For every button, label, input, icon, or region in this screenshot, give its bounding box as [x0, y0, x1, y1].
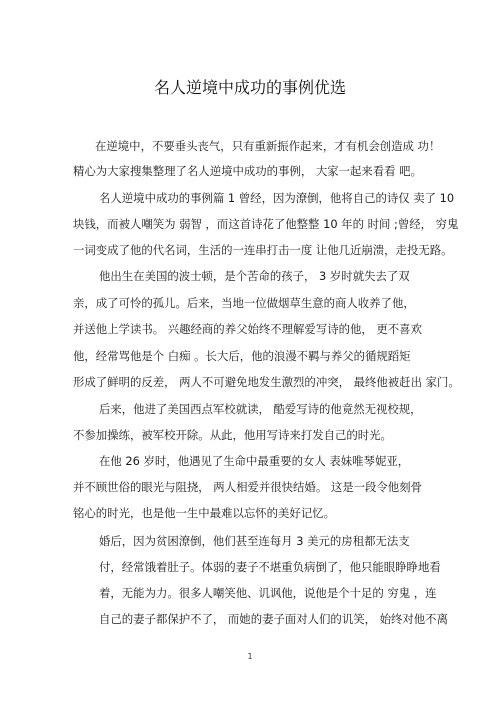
- text-line: 形成了鲜明的反差， 两人不可避免地发生激烈的冲突， 最终他被赶出 家门。: [73, 375, 460, 389]
- text-line: 铭心的时光，也是他一生中最难以忘怀的美好记忆。: [73, 506, 335, 520]
- text-line: 块钱，而被人嘲笑为 弱智 ，而这首诗花了他整整 10 年的 时间 ;曾经， 穷鬼: [73, 217, 459, 231]
- text-line: 后来，他进了美国西点军校就读， 酷爱写诗的他竟然无视校规，: [99, 402, 422, 416]
- text-line: 婚后，因为贫困潦倒，他们甚至连每月 3 美元的房租都无法支: [99, 534, 410, 548]
- text-line: 名人逆境中成功的事例篇 1 曾经，因为潦倒，他将自己的诗仅 卖了 10: [99, 191, 455, 205]
- text-line: 并送他上学读书。 兴趣经商的养父始终不理解爱写诗的他， 更不喜欢: [73, 322, 422, 336]
- page-number: 1: [247, 652, 253, 661]
- text-line: 亲，成了可怜的孤儿。后来，当地一位做烟草生意的商人收养了他，: [73, 296, 415, 310]
- text-line: 自己的妻子都保护不了， 而她的妻子面对人们的讥笑， 始终对他不离: [99, 612, 448, 626]
- text-line: 着，无能为力。很多人嘲笑他、讥讽他，说他是个十足的 穷鬼 ，连: [99, 586, 437, 600]
- text-line: 精心为大家搜集整理了名人逆境中成功的事例， 大家一起来看看 吧。: [73, 164, 422, 178]
- text-line: 在他 26 岁时，他遇见了生命中最重要的女人 表妹唯琴妮亚，: [99, 454, 410, 468]
- text-line: 他，经常骂他是个 白痴 。长大后，他的浪漫不羁与养父的循规蹈矩: [73, 349, 411, 363]
- text-line: 付，经常饿着肚子。体弱的妻子不堪重负病倒了，他只能眼睁睁地看: [99, 560, 441, 574]
- text-line: 并不顾世俗的眼光与阻挠， 两人相爱并很快结婚。 这是一段令他刻骨: [73, 480, 422, 494]
- text-line: 一词变成了他的代名词，生活的一连串打击一度 让他几近崩溃，走投无路。: [73, 243, 453, 257]
- document-title: 名人逆境中成功的事例优选: [153, 78, 346, 97]
- text-line: 在逆境中，不要垂头丧气，只有重新振作起来，才有机会创造成 功！: [95, 139, 441, 153]
- text-line: 他出生在美国的波士顿，是个苦命的孩子， 3 岁时就失去了双: [99, 269, 410, 283]
- text-line: 不参加操练，被军校开除。从此，他用写诗来打发自己的时光。: [73, 428, 392, 442]
